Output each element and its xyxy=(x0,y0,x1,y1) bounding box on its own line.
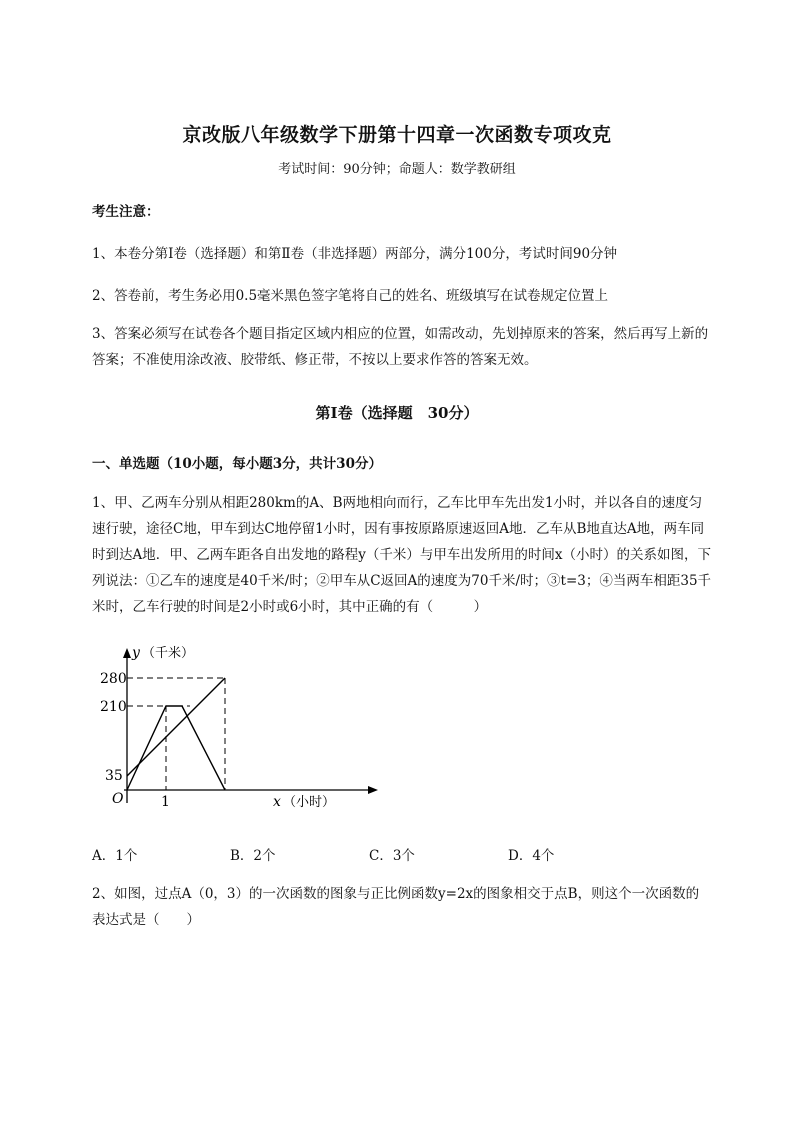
notice-item-2: 2、答卷前，考生务必用0.5毫米黑色签字笔将自己的姓名、班级填写在试卷规定位置上 xyxy=(92,288,609,304)
question-1-text: 1、甲、乙两车分别从相距280km的A、B两地相向而行，乙车比甲车先出发1小时，并以各自的速度匀速行驶，途径C地，甲车到达C地停留1小时，因有事按原路原速返回A地．乙车从B地直达A地，两车同时到达A地．甲、乙两车距各自出发地的路程y（千米）与甲车出发所用的时间x（小时）的关系如图，下列说法：①乙车的速度是40千米/时；②甲车从C返回A的速度为70千米/时；③t=3；④当两车相距35千米时，乙车行驶的时间是2小时或6小时，其中正确的有（ ） xyxy=(92,495,712,615)
option-c[interactable]: C．3个 xyxy=(369,848,415,864)
x-axis-label-unit: （小时） xyxy=(283,795,336,810)
y-tick-210: 210 xyxy=(100,699,127,715)
x-axis-arrow-icon xyxy=(368,786,378,794)
y-axis-label-unit: （千米） xyxy=(142,646,195,661)
option-d[interactable]: D．4个 xyxy=(508,848,555,864)
option-a[interactable]: A．1个 xyxy=(92,848,138,864)
y-tick-280: 280 xyxy=(100,671,127,687)
y-tick-35: 35 xyxy=(105,768,123,784)
origin-label: O xyxy=(112,791,124,807)
x-axis-label: x xyxy=(273,794,281,810)
notice-item-3: 3、答案必须写在试卷各个题目指定区域内相应的位置，如需改动，先划掉原来的答案，然后再写上新的答案；不准使用涂改液、胶带纸、修正带，不按以上要求作答的答案无效。 xyxy=(92,326,709,368)
notice-item-1: 1、本卷分第I卷（选择题）和第Ⅱ卷（非选择题）两部分，满分100分，考试时间90分钟 xyxy=(92,246,618,262)
exam-title: 京改版八年级数学下册第十四章一次函数专项攻克 xyxy=(182,124,612,146)
function-graph xyxy=(100,640,400,815)
line-car-jia xyxy=(127,706,225,790)
y-axis-label: y xyxy=(132,645,140,661)
part-heading: 一、单选题（10小题，每小题3分，共计30分） xyxy=(92,456,382,472)
y-axis-arrow-icon xyxy=(123,648,131,658)
question-2-text: 2、如图，过点A（0，3）的一次函数的图象与正比例函数y=2x的图象相交于点B，则这个一次函数的表达式是（ ） xyxy=(92,886,700,928)
x-tick-1: 1 xyxy=(161,794,170,810)
exam-subtitle: 考试时间：90分钟；命题人：数学教研组 xyxy=(278,162,516,177)
section-title: 第I卷（选择题 30分） xyxy=(315,404,479,422)
option-b[interactable]: B．2个 xyxy=(230,848,276,864)
notice-heading: 考生注意： xyxy=(92,204,160,220)
